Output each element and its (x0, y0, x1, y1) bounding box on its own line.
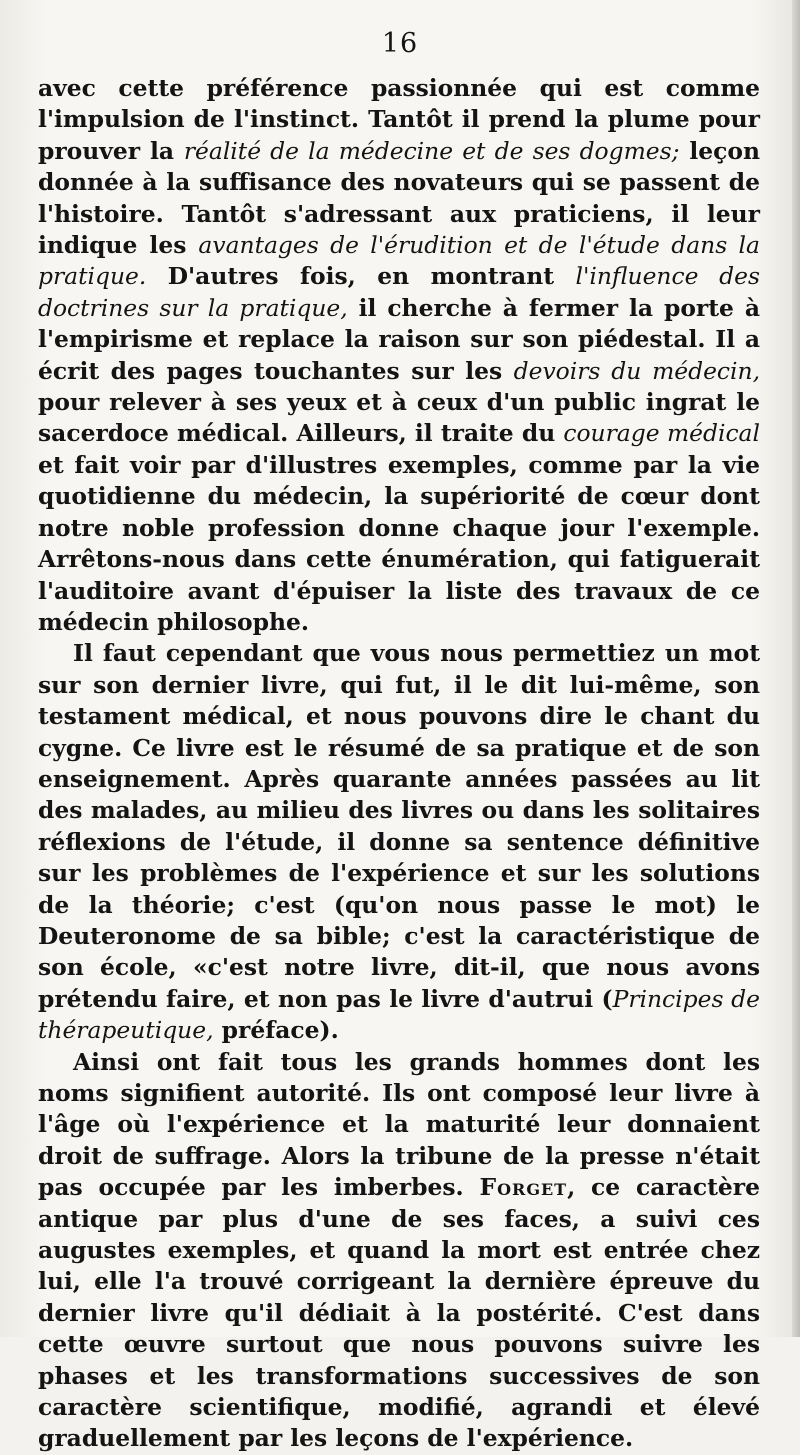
body-text (38, 73, 760, 1455)
text-run: Principes de thérapeutique, (38, 984, 760, 1045)
text-run: D'autres fois, en montrant (146, 262, 576, 291)
paragraph-3 (38, 1047, 760, 1455)
text-run: , ce caractère antique par plus d'une de ses faces, a suivi ces augustes exemples, et quand la mort est entrée chez lui, elle l'a trouvé corrigeant la dernière épreuve du dernier livre qu'il dédiait à la postérité. C'est dans cette œuvre surtout que nous pouvons suivre les phases et les transformations successives de son caractère scientifique, modifié, agrandi et élevé graduellement par les leçons de l'expérience. (38, 1173, 760, 1453)
paragraph-2 (38, 638, 760, 1046)
text-run: avantages de l'érudition et de l'étude dans la pratique. (38, 231, 760, 291)
text-run: et fait voir par d'illustres exemples, comme par la vie quotidienne du médecin, la supériorité de cœur dont notre noble profession donne chaque jour l'exemple. Arrêtons-nous dans cette énumération, qui fatiguerait l'auditoire avant d'épuiser la liste des travaux de ce médecin philosophe. (38, 450, 760, 636)
text-run: réalité de la médecine et de ses dogmes; (183, 136, 680, 165)
page-edge-shadow (792, 0, 800, 1337)
text-run: pour relever à ses yeux et à ceux d'un public ingrat le sacerdoce médical. Ailleurs, il traite du (38, 388, 760, 448)
text-run: courage médical (563, 419, 760, 448)
text-run: Il faut cependant que vous nous permettiez un mot sur son dernier livre, qui fut, il le dit lui-même, son testament médical, et nous pouvons dire le chant du cygne. Ce livre est le résumé de sa pratique et de son enseignement. Après quarante années passées au lit des malades, au milieu des livres ou dans les solitaires réflexions de l'étude, il donne sa sentence définitive sur les problèmes de l'expérience et sur les solutions de la théorie; c'est (qu'on nous passe le mot) le Deuteronome de sa bible; c'est la caractéristique de son école, «c'est notre livre, dit-il, que nous avons prétendu faire, et non pas le livre d'autrui ( (38, 639, 760, 1013)
text-run: Ainsi ont fait tous les grands hommes dont les noms signifient autorité. Ils ont composé leur livre à l'âge où l'expérience et la maturité leur donnaient droit de suffrage. Alors la tribune de la presse n'était pas occupée par les imberbes. (38, 1047, 760, 1202)
text-run: avec cette préférence passionnée qui est comme l'impulsion de l'instinct. Tantôt il prend la plume pour prouver la (38, 74, 760, 165)
text-run: Forget (479, 1173, 568, 1202)
text-run: il cherche à fermer la porte à l'empirisme et replace la raison sur son piédestal. Il a écrit des pages touchantes sur les (38, 293, 761, 385)
text-run: leçon donnée à la suffisance des novateurs qui se passent de l'histoire. Tantôt s'adressant aux praticiens, il leur indique les (38, 136, 760, 260)
paragraph-1 (38, 73, 760, 638)
text-run: préface). (213, 1016, 339, 1045)
page-number: 16 (381, 28, 419, 59)
text-run: devoirs du médecin, (513, 356, 761, 385)
text-run: l'influence des doctrines sur la pratique, (38, 262, 760, 322)
